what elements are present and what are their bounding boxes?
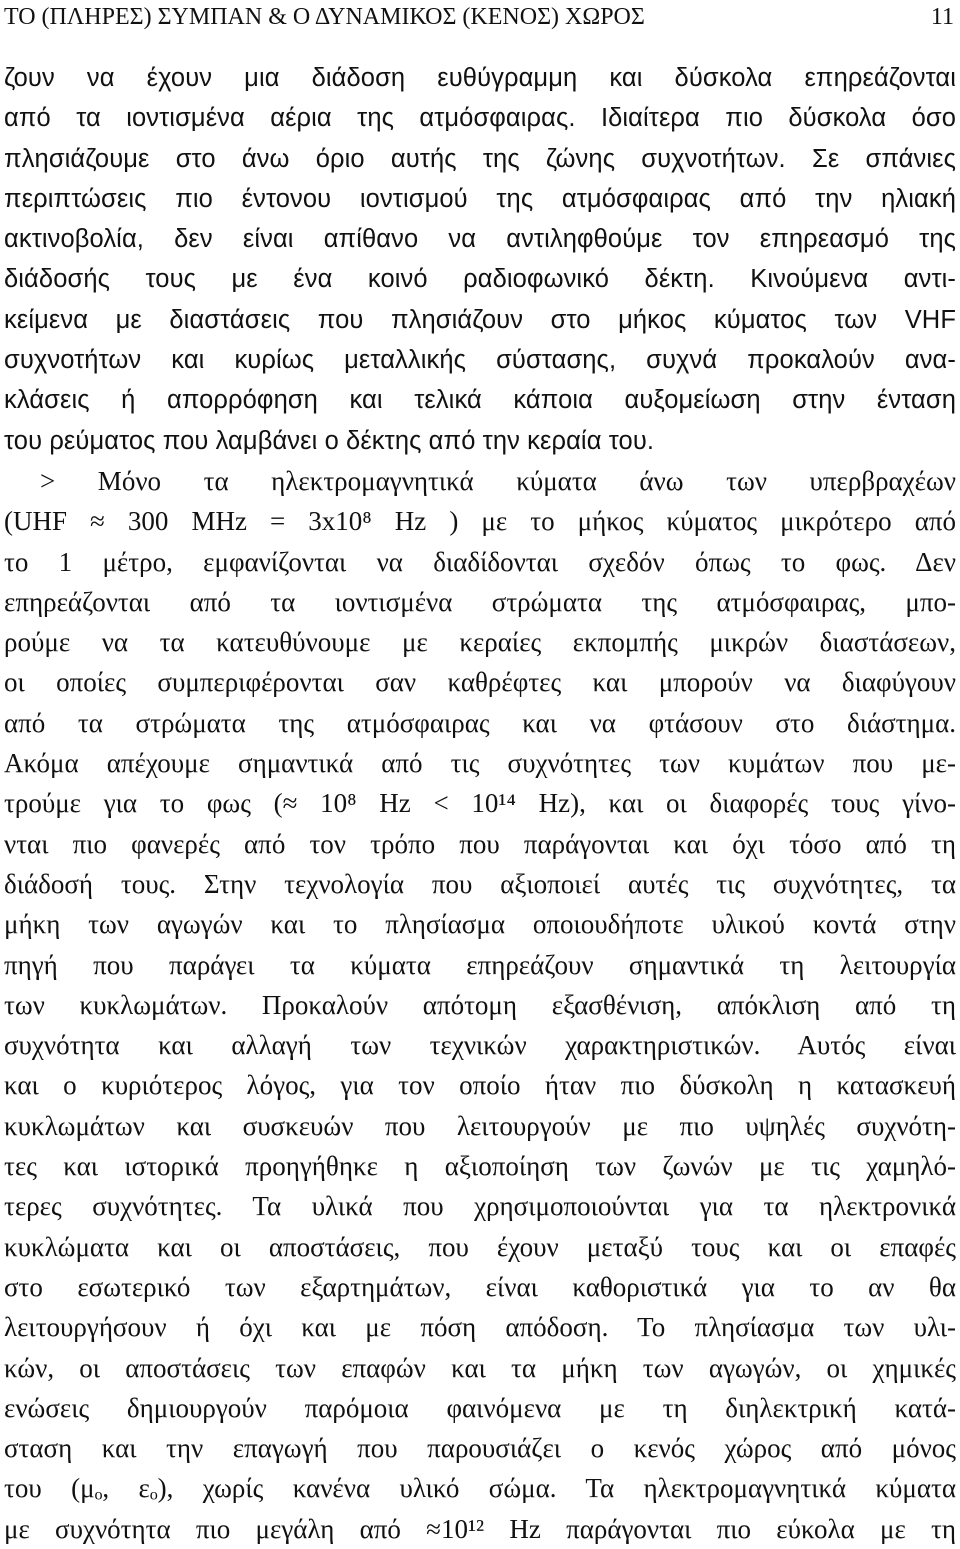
text-line: σταση και την επαγωγή που παρουσιάζει ο κενός χώρος από μόνος (4, 1433, 956, 1464)
text-line: επηρεάζονται από τα ιοντισμένα στρώματα της ατμόσφαιρας, μπο- (4, 586, 956, 617)
running-header (4, 0, 954, 34)
text-line: κυκλώματα και οι αποστάσεις, που έχουν μεταξύ τους και οι επαφές (4, 1231, 956, 1262)
text-line: του ρεύματος που λαμβάνει ο δέκτης από την κεραία του. (4, 426, 655, 455)
text-line: διάδοσής τους με ένα κοινό ραδιοφωνικό δέκτη. Κινούμενα αντι- (4, 265, 956, 294)
text-line: διάδοσή τους. Στην τεχνολογία που αξιοποιεί αυτές τις συχνότητες, τα (4, 868, 956, 899)
text-line: στο εσωτερικό των εξαρτημάτων, είναι καθοριστικά για το αν θα (4, 1271, 956, 1302)
text-line: κυκλωμάτων και συσκευών που λειτουργούν με πιο υψηλές συχνότη- (4, 1110, 956, 1141)
text-line: μήκη των αγωγών και το πλησίασμα οποιουδήποτε υλικού κοντά στην (4, 909, 956, 940)
page-number: 11 (930, 3, 954, 30)
text-line: τρούμε για το φως (≈ 10⁸ Hz < 10¹⁴ Hz), και οι διαφορές τους γίνο- (4, 788, 956, 819)
text-line: και ο κυριότερος λόγος, για τον οποίο ήταν πιο δύσκολη η κατασκευή (4, 1070, 956, 1101)
text-line: ζουν να έχουν μια διάδοση ευθύγραμμη και δύσκολα επηρεάζονται (4, 64, 956, 92)
header-title: ΤΟ (ΠΛΗΡΕΣ) ΣΥΜΠΑΝ & Ο ΔΥΝΑΜΙΚΟΣ (ΚΕΝΟΣ) ΧΩΡΟΣ (4, 3, 645, 30)
text-line: τερες συχνότητες. Τα υλικά που χρησιμοποιούνται για τα ηλεκτρονικά (4, 1191, 956, 1222)
text-line: Ακόμα απέχουμε σημαντικά από τις συχνότητες των κυμάτων που με- (4, 748, 956, 779)
page-body (4, 58, 956, 1549)
text-line: από τα ιοντισμένα αέρια της ατμόσφαιρας. Ιδιαίτερα πιο δύσκολα όσο (4, 104, 956, 133)
text-line: συχνοτήτων και κυρίως μεταλλικής σύστασης, συχνά προκαλούν ανα- (4, 346, 956, 375)
text-line: οι οποίες συμπεριφέρονται σαν καθρέφτες και μπορούν να διαφύγουν (4, 667, 956, 698)
text-line: (UHF ≈ 300 MHz = 3x10⁸ Hz ) με το μήκος κύματος μικρότερο από (4, 506, 956, 537)
text-line: λειτουργήσουν ή όχι και με πόση απόδοση. Το πλησίασμα των υλι- (4, 1312, 956, 1343)
text-line: ακτινοβολία, δεν είναι απίθανο να αντιληφθούμε τον επηρεασμό της (4, 225, 956, 254)
text-line: με συχνότητα πιο μεγάλη από ≈10¹² Hz παράγονται πιο εύκολα με τη (4, 1513, 956, 1544)
text-line: κλάσεις ή απορρόφηση και τελικά κάποια αυξομείωση στην ένταση (4, 386, 956, 415)
text-line: κών, οι αποστάσεις των επαφών και τα μήκη των αγωγών, οι χημικές (4, 1352, 956, 1383)
text-line: του (μₒ, εₒ), χωρίς κανένα υλικό σώμα. Τα ηλεκτρομαγνητικά κύματα (4, 1473, 956, 1504)
text-line: πλησιάζουμε στο άνω όριο αυτής της ζώνης συχνοτήτων. Σε σπάνιες (4, 144, 956, 173)
text-line: ρούμε να τα κατευθύνουμε με κεραίες εκπομπής μικρών διαστάσεων, (4, 627, 956, 658)
text-line: τες και ιστορικά προηγήθηκε η αξιοποίηση των ζωνών με τις χαμηλό- (4, 1151, 956, 1182)
text-line: κείμενα με διαστάσεις που πλησιάζουν στο μήκος κύματος των VHF (4, 305, 956, 334)
text-line: των κυκλωμάτων. Προκαλούν απότομη εξασθένιση, απόκλιση από τη (4, 989, 956, 1020)
text-line: πηγή που παράγει τα κύματα επηρεάζουν σημαντικά τη λειτουργία (4, 949, 956, 980)
text-line: από τα στρώματα της ατμόσφαιρας και να φτάσουν στο διάστημα. (4, 707, 956, 738)
text-line: > Μόνο τα ηλεκτρομαγνητικά κύματα άνω των υπερβραχέων (40, 465, 956, 496)
text-line: το 1 μέτρο, εμφανίζονται να διαδίδονται σχεδόν όπως το φως. Δεν (4, 546, 956, 577)
text-line: ενώσεις δημιουργούν παρόμοια φαινόμενα με τη διηλεκτρική κατά- (4, 1392, 956, 1423)
text-line: περιπτώσεις πιο έντονου ιοντισμού της ατμόσφαιρας από την ηλιακή (4, 184, 956, 213)
text-line: νται πιο φανερές από τον τρόπο που παράγονται και όχι τόσο από τη (4, 828, 956, 859)
text-line: συχνότητα και αλλαγή των τεχνικών χαρακτηριστικών. Αυτός είναι (4, 1030, 956, 1061)
